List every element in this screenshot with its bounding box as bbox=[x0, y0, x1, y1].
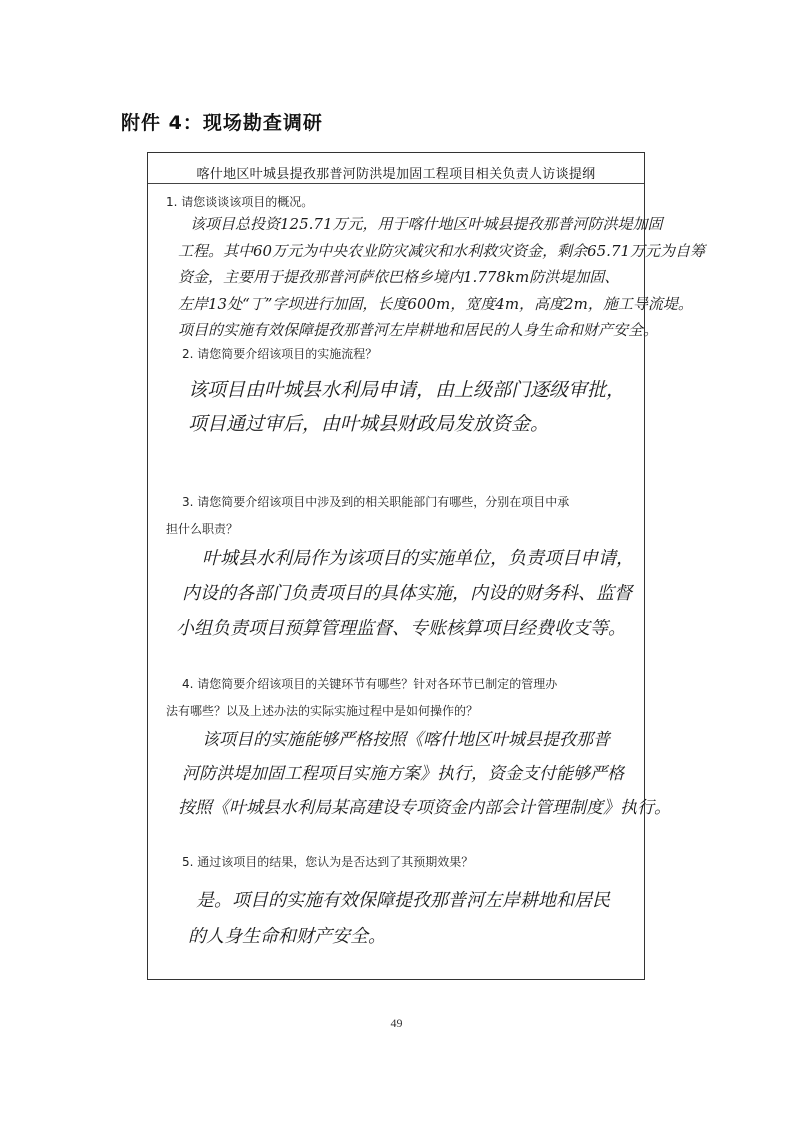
answer-line: 资金，主要用于提孜那普河萨依巴格乡境内1.778km防洪堤加固、 bbox=[178, 268, 620, 286]
question-text: 担什么职责？ bbox=[166, 522, 239, 536]
question-1 bbox=[166, 191, 313, 213]
answer-line: 工程。其中60万元为中央农业防灾减灾和水利救灾资金，剩余65.71万元为自筹 bbox=[178, 241, 706, 260]
answer-line: 项目的实施有效保障提孜那普河左岸耕地和居民的人身生命和财产安全。 bbox=[178, 321, 659, 339]
answer-4 bbox=[178, 723, 671, 825]
answer-line: 项目通过审后，由叶城县财政局发放资金。 bbox=[188, 413, 550, 435]
question-text: 2. 请您简要介绍该项目的实施流程？ bbox=[182, 347, 378, 361]
answer-line: 小组负责项目预算管理监督、专账核算项目经费收支等。 bbox=[176, 618, 626, 639]
answer-line: 是。项目的实施有效保障提孜那普河左岸耕地和居民 bbox=[196, 890, 610, 911]
question-3 bbox=[166, 491, 570, 540]
answer-line: 按照《叶城县水利局某高建设专项资金内部会计管理制度》执行。 bbox=[178, 798, 671, 818]
page-number: 49 bbox=[390, 1016, 403, 1030]
answer-line: 该项目总投资125.71万元，用于喀什地区叶城县提孜那普河防洪堤加固 bbox=[190, 215, 663, 233]
answer-line: 左岸13处“丁”字坝进行加固，长度600m，宽度4m，高度2m，施工导流堤。 bbox=[178, 294, 693, 313]
answer-2 bbox=[188, 373, 625, 441]
question-text: 4. 请您简要介绍该项目的关键环节有哪些？针对各环节已制定的管理办 bbox=[182, 677, 558, 691]
question-text: 3. 请您简要介绍该项目中涉及到的相关职能部门有哪些，分别在项目中承 bbox=[182, 495, 570, 509]
answer-line: 的人身生命和财产安全。 bbox=[188, 926, 386, 947]
answer-3 bbox=[176, 541, 634, 646]
title-divider bbox=[148, 183, 644, 184]
answer-line: 叶城县水利局作为该项目的实施单位，负责项目申请， bbox=[202, 548, 634, 569]
question-text: 法有哪些？以及上述办法的实际实施过程中是如何操作的？ bbox=[166, 704, 479, 718]
interview-form bbox=[147, 152, 706, 980]
question-4 bbox=[166, 673, 558, 722]
answer-5 bbox=[188, 883, 610, 955]
answer-line: 该项目由叶城县水利局申请，由上级部门逐级审批， bbox=[188, 379, 626, 401]
answer-line: 该项目的实施能够严格按照《喀什地区叶城县提孜那普 bbox=[202, 730, 610, 750]
question-2 bbox=[182, 343, 377, 365]
answer-line: 河防洪堤加固工程项目实施方案》执行，资金支付能够严格 bbox=[182, 764, 624, 784]
question-text: 1. 请您谈谈该项目的概况。 bbox=[166, 195, 314, 209]
answer-1 bbox=[178, 211, 706, 344]
attachment-heading: 附件 4：现场勘查调研 bbox=[121, 112, 323, 134]
answer-line: 内设的各部门负责项目的具体实施，内设的财务科、监督 bbox=[182, 583, 632, 604]
question-text: 5. 通过该项目的结果，您认为是否达到了其预期效果？ bbox=[182, 855, 474, 869]
question-5 bbox=[182, 851, 473, 873]
form-title: 喀什地区叶城县提孜那普河防洪堤加固工程项目相关负责人访谈提纲 bbox=[196, 167, 596, 182]
